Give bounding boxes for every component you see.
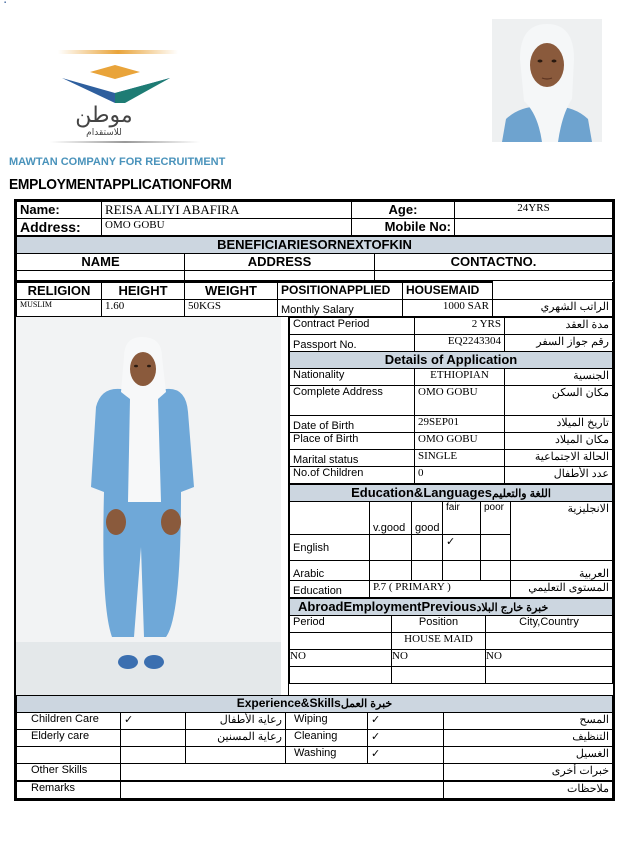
physical-table xyxy=(16,281,613,317)
prev-row2-position: NO xyxy=(392,650,486,667)
photo-details-section xyxy=(16,317,613,695)
prev-row3-period xyxy=(290,667,392,684)
position-applied-header: POSITIONAPPLIED xyxy=(278,282,403,300)
nationality-arabic: الجنسية xyxy=(505,369,613,386)
contract-table xyxy=(289,317,613,484)
previous-employment-table xyxy=(289,598,613,684)
dob-value: 29SEP01 xyxy=(415,416,505,433)
religion-value: MUSLIM xyxy=(17,300,102,317)
beneficiary-col-address: ADDRESS xyxy=(185,254,375,271)
skills-title-en: Experience&Skills xyxy=(236,696,341,710)
beneficiary-address-cell xyxy=(185,271,375,281)
other-skills-value xyxy=(121,764,444,782)
form-title: EMPLOYMENTAPPLICATIONFORM xyxy=(9,176,232,193)
other-skills-arabic: خبرات أخرى xyxy=(444,764,613,782)
mobile-label: Mobile No: xyxy=(352,219,455,236)
age-label: Age: xyxy=(352,202,455,219)
skill-cleaning-arabic: التنظيف xyxy=(444,730,613,747)
full-body-photo xyxy=(16,317,289,695)
english-label: English xyxy=(290,535,370,561)
nationality-value: ETHIOPIAN xyxy=(415,369,505,386)
passport-label: Passport No. xyxy=(290,335,415,352)
height-value: 1.60 xyxy=(102,300,185,317)
age-value: 24YRS xyxy=(455,202,613,219)
prev-row1-period xyxy=(290,633,392,650)
pob-label: Place of Birth xyxy=(290,433,415,450)
name-label: Name: xyxy=(17,202,102,219)
applicant-table xyxy=(16,201,613,236)
skill-blank-check xyxy=(121,747,186,764)
education-table xyxy=(289,484,613,598)
previous-employment-title xyxy=(290,599,613,616)
level-blank xyxy=(290,502,370,535)
skill-elderly-care: Elderly care xyxy=(17,730,121,747)
prev-row2-city: NO xyxy=(486,650,613,667)
contract-period-label: Contract Period xyxy=(290,318,415,335)
skills-title-ar: خبرة العمل xyxy=(340,698,393,710)
contract-period-value: 2 YRS xyxy=(415,318,505,335)
beneficiary-col-contact: CONTACTNO. xyxy=(375,254,613,271)
arabic-poor xyxy=(481,561,511,581)
beneficiary-contact-cell xyxy=(375,271,613,281)
prev-row2-period: NO xyxy=(290,650,392,667)
remarks-value xyxy=(121,781,444,799)
level-good: good xyxy=(412,502,443,535)
english-arabic: الانجليزية xyxy=(511,502,613,561)
beneficiaries-table xyxy=(16,236,613,281)
portrait-photo xyxy=(492,19,602,142)
children-arabic: عدد الأطفال xyxy=(505,467,613,484)
monthly-salary-value: 1000 SAR xyxy=(403,300,493,317)
marital-label: Marital status xyxy=(290,450,415,467)
skill-wiping-arabic: المسح xyxy=(444,713,613,730)
complete-address-label: Complete Address xyxy=(290,386,415,416)
previous-employment-title-en: AbroadEmploymentPrevious xyxy=(298,599,477,614)
address-label: Address: xyxy=(17,219,102,236)
prev-col-position: Position xyxy=(392,616,486,633)
arabic-label: Arabic xyxy=(290,561,370,581)
skill-elderly-care-arabic: رعاية المسنين xyxy=(186,730,286,747)
company-name: MAWTAN COMPANY FOR RECRUITMENT xyxy=(9,156,226,168)
previous-employment-title-ar: خبرة خارج البلاد xyxy=(476,602,549,614)
skill-children-care: Children Care xyxy=(17,713,121,730)
prev-row1-city xyxy=(486,633,613,650)
prev-col-city: City,Country xyxy=(486,616,613,633)
mobile-value xyxy=(455,219,613,236)
education-arabic: المستوى التعليمي xyxy=(511,581,613,598)
application-form xyxy=(14,199,615,801)
passport-value: EQ2243304 xyxy=(415,335,505,352)
monthly-salary-label: Monthly Salary xyxy=(278,300,403,317)
logo-arabic-main: موطن xyxy=(75,103,133,128)
weight-header: WEIGHT xyxy=(185,282,278,300)
logo-arabic-sub: للاستقدام xyxy=(86,128,122,138)
monthly-salary-arabic: الراتب الشهري xyxy=(493,300,613,317)
remarks-arabic: ملاحظات xyxy=(444,781,613,799)
english-fair-check: ✓ xyxy=(443,535,481,561)
skill-children-care-check: ✓ xyxy=(121,713,186,730)
skill-wiping: Wiping xyxy=(286,713,368,730)
religion-header: RELIGION xyxy=(17,282,102,300)
education-label: Education xyxy=(290,581,370,598)
remarks-label: Remarks xyxy=(17,781,121,799)
name-value: REISA ALIYI ABAFIRA xyxy=(102,202,352,219)
level-poor: poor xyxy=(481,502,511,535)
height-header: HEIGHT xyxy=(102,282,185,300)
prev-row3-city xyxy=(486,667,613,684)
english-good xyxy=(412,535,443,561)
position-applied-value: HOUSEMAID xyxy=(403,282,493,300)
skill-blank-arabic xyxy=(186,747,286,764)
level-fair: fair xyxy=(443,502,481,535)
passport-arabic: رقم جواز السفر xyxy=(505,335,613,352)
education-title-ar: اللغة والتعليم xyxy=(491,488,551,500)
corner-mark: ▪ xyxy=(4,0,7,6)
skill-children-care-arabic: رعاية الأطفال xyxy=(186,713,286,730)
english-vgood xyxy=(370,535,412,561)
details-column xyxy=(289,317,613,695)
blank-cell xyxy=(493,282,613,300)
pob-value: OMO GOBU xyxy=(415,433,505,450)
company-logo xyxy=(40,45,210,145)
address-value: OMO GOBU xyxy=(102,219,352,236)
nationality-label: Nationality xyxy=(290,369,415,386)
details-title: Details of Application xyxy=(290,352,613,369)
skill-washing-check: ✓ xyxy=(368,747,444,764)
children-label: No.of Children xyxy=(290,467,415,484)
beneficiary-name-cell xyxy=(17,271,185,281)
beneficiary-col-name: NAME xyxy=(17,254,185,271)
complete-address-value: OMO GOBU xyxy=(415,386,505,416)
prev-row3-position xyxy=(392,667,486,684)
dob-arabic: تاريخ الميلاد xyxy=(505,416,613,433)
skills-table xyxy=(16,695,613,799)
dob-label: Date of Birth xyxy=(290,416,415,433)
prev-row1-position: HOUSE MAID xyxy=(392,633,486,650)
marital-value: SINGLE xyxy=(415,450,505,467)
skill-wiping-check: ✓ xyxy=(368,713,444,730)
other-skills-label: Other Skills xyxy=(17,764,121,782)
prev-col-period: Period xyxy=(290,616,392,633)
education-title-en: Education&Languages xyxy=(351,485,492,500)
skill-blank xyxy=(17,747,121,764)
contract-period-arabic: مدة العقد xyxy=(505,318,613,335)
skills-title xyxy=(17,696,613,713)
arabic-arabic: العربية xyxy=(511,561,613,581)
education-title xyxy=(290,485,613,502)
english-poor xyxy=(481,535,511,561)
skill-cleaning: Cleaning xyxy=(286,730,368,747)
arabic-good xyxy=(412,561,443,581)
skill-washing-arabic: الغسيل xyxy=(444,747,613,764)
skill-elderly-care-check xyxy=(121,730,186,747)
arabic-vgood xyxy=(370,561,412,581)
arabic-fair xyxy=(443,561,481,581)
complete-address-arabic: مكان السكن xyxy=(505,386,613,416)
beneficiaries-title: BENEFICIARIESORNEXTOFKIN xyxy=(17,237,613,254)
level-vgood: v.good xyxy=(370,502,412,535)
weight-value: 50KGS xyxy=(185,300,278,317)
skill-cleaning-check: ✓ xyxy=(368,730,444,747)
children-value: 0 xyxy=(415,467,505,484)
skill-washing: Washing xyxy=(286,747,368,764)
marital-arabic: الحالة الاجتماعية xyxy=(505,450,613,467)
pob-arabic: مكان الميلاد xyxy=(505,433,613,450)
education-value: P.7 ( PRIMARY ) xyxy=(370,581,511,598)
